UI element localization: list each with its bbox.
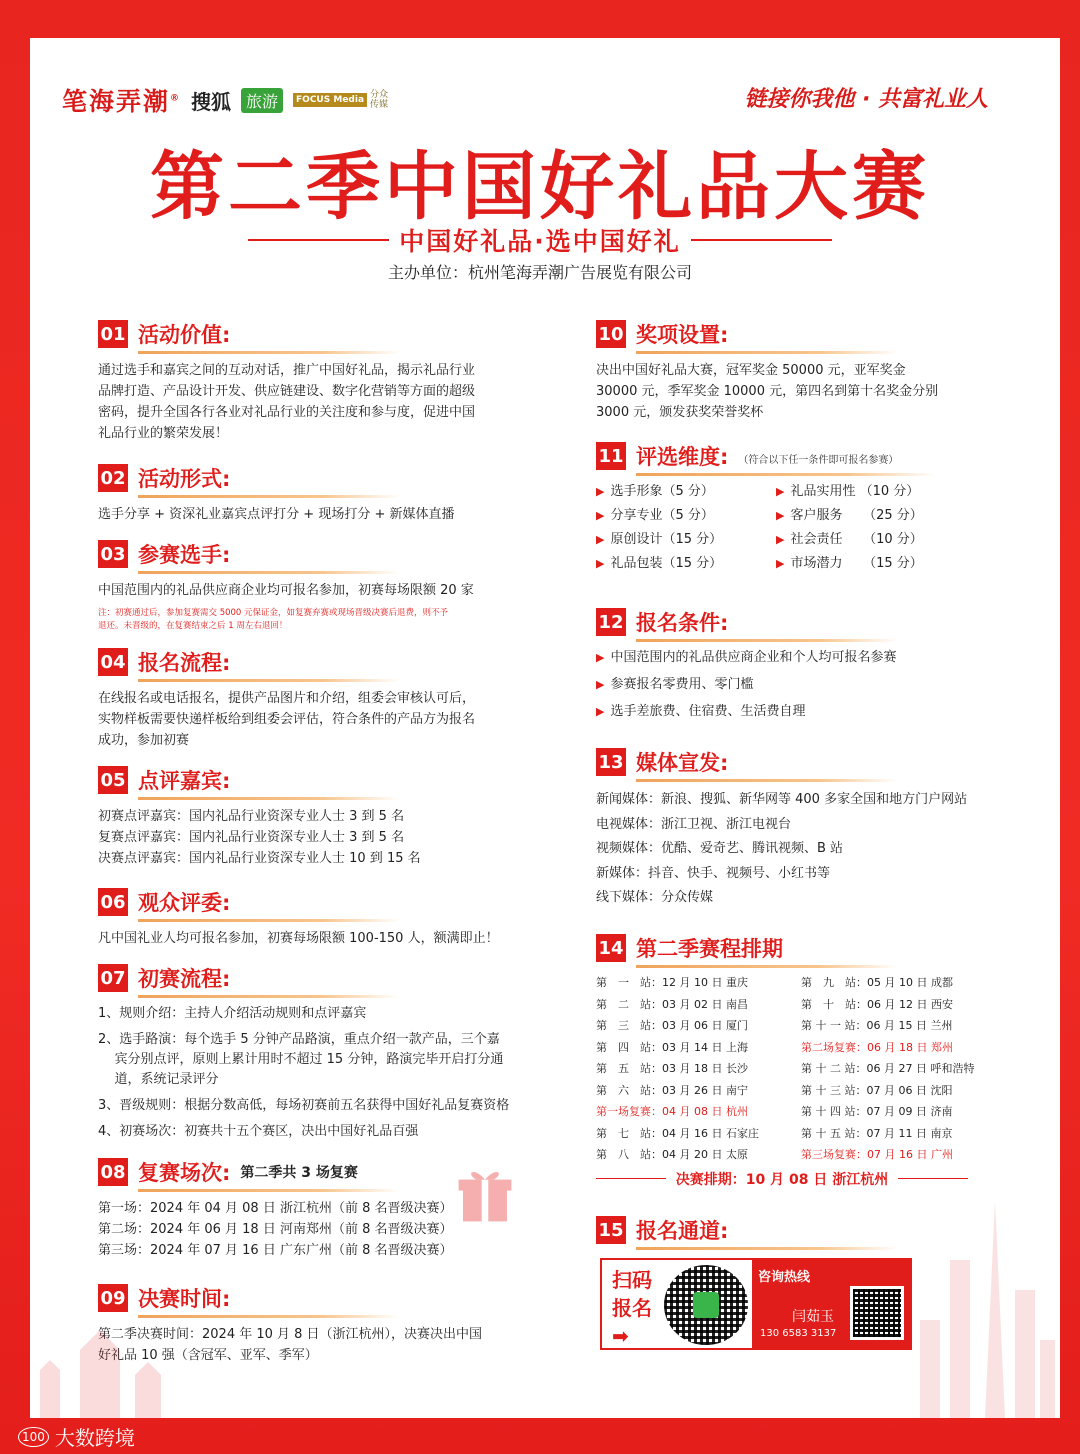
schedule-item: 第 九 站：05 月 10 日 成都 <box>801 976 953 989</box>
hotline-title: 咨询热线 <box>758 1270 811 1285</box>
section-title: 活动形式: <box>138 467 231 491</box>
schedule-item: 第 一 站：12 月 10 日 重庆 <box>596 976 748 989</box>
text-line: 复赛点评嘉宾：国内礼品行业资深专业人士 3 到 5 名 <box>98 830 405 845</box>
schedule-item: 第 五 站：03 月 18 日 长沙 <box>596 1062 748 1075</box>
text-line: 决赛点评嘉宾：国内礼品行业资深专业人士 10 到 15 名 <box>98 851 421 866</box>
section-number: 05 <box>98 766 128 794</box>
subtitle: 中国好礼品·选中国好礼 <box>399 227 681 256</box>
hotline-panel <box>752 1260 910 1348</box>
section-title: 点评嘉宾: <box>138 769 231 793</box>
text-line: 第一场：2024 年 04 月 08 日 浙江杭州（前 8 名晋级决赛） <box>98 1201 453 1216</box>
section-number: 07 <box>98 964 128 992</box>
registration-qr-code[interactable] <box>664 1265 748 1345</box>
final-date: 决赛排期：10 月 08 日 浙江杭州 <box>675 1171 889 1188</box>
section-title: 报名条件: <box>636 611 729 635</box>
text-line: 品牌打造、产品设计开发、供应链建设、数字化营销等方面的超级 <box>98 384 476 399</box>
text-line: 实物样板需要快递样板给到组委会评估，符合条件的产品方为报名 <box>98 712 476 727</box>
text-line: 电视媒体：浙江卫视、浙江电视台 <box>596 816 792 832</box>
schedule-item: 第 七 站：04 月 16 日 石家庄 <box>596 1126 759 1140</box>
final-schedule <box>596 1169 968 1189</box>
section-criteria <box>596 440 996 571</box>
section-title: 媒体宣发: <box>636 751 729 775</box>
text-line: 成功，参加初赛 <box>98 733 190 748</box>
subtitle-row <box>248 222 832 258</box>
criteria-item: ▶ 原创设计（15 分） <box>596 532 723 547</box>
wechat-icon <box>693 1292 719 1318</box>
section-value <box>98 318 538 444</box>
text-line: 第三场：2024 年 07 月 16 日 广东广州（前 8 名晋级决赛） <box>98 1243 453 1258</box>
section-title: 报名通道: <box>636 1219 729 1243</box>
contact-phone[interactable]: 130 6583 3137 <box>760 1328 837 1339</box>
text-line: 新媒体：抖音、快手、视频号、小红书等 <box>596 865 831 881</box>
section-title: 初赛流程: <box>138 967 231 991</box>
text-line: 密码，提升全国各行各业对礼品行业的关注度和参与度，促进中国 <box>98 405 476 420</box>
text-line: 2、选手路演：每个选手 5 分钟产品路演，重点介绍一款产品，三个嘉 <box>98 1032 500 1047</box>
section-process <box>98 646 538 751</box>
travel-logo: 旅游 <box>241 88 283 113</box>
section-text: 凡中国礼业人均可报名参加，初赛每场限额 100-150 人，额满即止！ <box>98 931 499 946</box>
watermark <box>18 1422 135 1451</box>
criteria-item: ▶ 分享专业（5 分） <box>596 508 714 523</box>
text-line: 道，系统记录评分 <box>98 1072 219 1087</box>
eligibility-item: ▶ 参赛报名零费用、零门槛 <box>596 677 754 692</box>
focus-media-logo: FOCUS Media 分众传媒 <box>293 90 390 110</box>
schedule-table <box>596 974 996 1165</box>
section-media <box>596 746 1016 911</box>
watermark-text: 大数跨境 <box>54 1426 135 1450</box>
schedule-item-semifinal: 第三场复赛：07 月 16 日 广州 <box>801 1148 953 1161</box>
criteria-item: ▶ 社会责任 （10 分） <box>776 532 923 547</box>
schedule-item: 第 十 一 站：06 月 15 日 兰州 <box>801 1019 953 1032</box>
section-text: 中国范围内的礼品供应商企业均可报名参加，初赛每场限额 20 家 <box>98 583 474 598</box>
section-title: 复赛场次: <box>138 1161 231 1185</box>
text-line: 在线报名或电话报名，提供产品图片和介绍，组委会审核认可后， <box>98 691 476 706</box>
section-preliminary <box>98 962 558 1142</box>
criteria-item: ▶ 礼品实用性 （10 分） <box>776 484 920 499</box>
section-number: 04 <box>98 648 128 676</box>
notice-text: 注：初赛通过后，参加复赛需交 5000 元保证金，如复赛弃赛或现场晋级决赛后退费，则不予 退还。未晋级的，在复赛结束之后 1 周左右退回！ <box>98 608 449 631</box>
section-title: 活动价值: <box>138 323 231 347</box>
section-title: 第二季赛程排期 <box>636 937 783 961</box>
section-judges <box>98 764 538 869</box>
section-number: 08 <box>98 1158 128 1186</box>
section-number: 12 <box>596 608 626 636</box>
section-awards <box>596 318 996 423</box>
schedule-item: 第 三 站：03 月 06 日 厦门 <box>596 1019 748 1032</box>
section-number: 14 <box>596 934 626 962</box>
schedule-item: 第 十 三 站：07 月 06 日 沈阳 <box>801 1083 953 1097</box>
sohu-logo: 搜狐 <box>191 89 232 114</box>
gift-box-icon <box>452 1162 518 1228</box>
contact-qr-code[interactable] <box>850 1286 904 1340</box>
section-note: 第二季共 3 场复赛 <box>240 1165 358 1181</box>
bihai-logo: 笔海弄潮® <box>62 87 182 116</box>
text-line: 初赛点评嘉宾：国内礼品行业资深专业人士 3 到 5 名 <box>98 809 405 824</box>
section-number: 10 <box>596 320 626 348</box>
criteria-item: ▶ 客户服务 （25 分） <box>776 508 923 523</box>
text-line: 第二季决赛时间：2024 年 10 月 8 日（浙江杭州），决赛决出中国 <box>98 1327 483 1342</box>
text-line: 好礼品 10 强（含冠军、亚军、季军） <box>98 1348 318 1363</box>
section-number: 03 <box>98 540 128 568</box>
text-line: 3、晋级规则：根据分数高低，每场初赛前五名获得中国好礼品复赛资格 <box>98 1098 510 1113</box>
text-line: 通过选手和嘉宾之间的互动对话，推广中国好礼品，揭示礼品行业 <box>98 363 476 378</box>
section-title: 决赛时间: <box>138 1287 231 1311</box>
schedule-item: 第 十 四 站：07 月 09 日 济南 <box>801 1105 953 1118</box>
scan-label: 扫码 报名 ➡ <box>602 1260 660 1348</box>
schedule-item-semifinal: 第一场复赛：04 月 08 日 杭州 <box>596 1105 748 1118</box>
text-line: 礼品行业的繁荣发展！ <box>98 426 229 441</box>
schedule-item-semifinal: 第二场复赛：06 月 18 日 郑州 <box>801 1040 953 1054</box>
schedule-item: 第 六 站：03 月 26 日 南宁 <box>596 1083 748 1097</box>
criteria-grid <box>596 480 996 571</box>
section-audience <box>98 886 538 949</box>
section-title: 观众评委: <box>138 891 231 915</box>
section-number: 13 <box>596 748 626 776</box>
section-number: 09 <box>98 1284 128 1312</box>
schedule-item: 第 十 站：06 月 12 日 西安 <box>801 997 953 1011</box>
text-line: 4、初赛场次：初赛共十五个赛区，决出中国好礼品百强 <box>98 1124 419 1139</box>
section-title: 参赛选手: <box>138 543 231 567</box>
contact-name: 闫茹玉 <box>792 1309 834 1325</box>
section-number: 11 <box>596 442 626 470</box>
criteria-item: ▶ 市场潜力 （15 分） <box>776 556 923 571</box>
schedule-item: 第 四 站：03 月 14 日 上海 <box>596 1040 748 1054</box>
skyline-decoration <box>910 1200 1060 1418</box>
divider <box>248 239 389 241</box>
section-contestants <box>98 538 538 633</box>
schedule-item: 第 十 五 站：07 月 11 日 南京 <box>801 1126 953 1140</box>
section-number: 01 <box>98 320 128 348</box>
section-title: 奖项设置: <box>636 323 729 347</box>
section-format <box>98 462 538 525</box>
divider <box>691 239 832 241</box>
page-title: 第二季中国好礼品大赛 <box>150 144 930 230</box>
section-number: 06 <box>98 888 128 916</box>
sponsor-logos <box>62 82 390 118</box>
registration-box <box>600 1258 912 1350</box>
text-line: 宾分别点评，原则上累计用时不超过 15 分钟，路演完毕开启打分通 <box>98 1052 504 1067</box>
section-title: 评选维度: <box>636 445 729 469</box>
eligibility-item: ▶ 选手差旅费、住宿费、生活费自理 <box>596 704 806 719</box>
section-number: 15 <box>596 1216 626 1244</box>
criteria-item: ▶ 礼品包装（15 分） <box>596 556 723 571</box>
slogan: 链接你我他 · 共富礼业人 <box>744 87 988 112</box>
text-line: 决出中国好礼品大赛，冠军奖金 50000 元，亚军奖金 <box>596 363 906 378</box>
section-number: 02 <box>98 464 128 492</box>
text-line: 线下媒体：分众传媒 <box>596 890 714 905</box>
criteria-item: ▶ 选手形象（5 分） <box>596 484 714 499</box>
text-line: 3000 元，颁发获奖荣誉奖杯 <box>596 405 764 420</box>
schedule-item: 第 二 站：03 月 02 日 南昌 <box>596 997 748 1011</box>
text-line: 新闻媒体：新浪、搜狐、新华网等 400 多家全国和地方门户网站 <box>596 792 968 807</box>
section-eligibility <box>596 606 996 725</box>
section-schedule <box>596 932 996 1189</box>
text-line: 第二场：2024 年 06 月 18 日 河南郑州（前 8 名晋级决赛） <box>98 1222 453 1237</box>
schedule-item: 第 八 站：04 月 20 日 太原 <box>596 1148 748 1161</box>
section-note: （符合以下任一条件即可报名参赛） <box>738 454 899 466</box>
organizer: 主办单位：杭州笔海弄潮广告展览有限公司 <box>387 263 692 282</box>
section-title: 报名流程: <box>138 651 231 675</box>
text-line: 1、规则介绍：主持人介绍活动规则和点评嘉宾 <box>98 1006 367 1021</box>
text-line: 30000 元，季军奖金 10000 元，第四名到第十名奖金分别 <box>596 384 939 399</box>
eligibility-item: ▶ 中国范围内的礼品供应商企业和个人均可报名参赛 <box>596 650 897 665</box>
section-text: 选手分享 + 资深礼业嘉宾点评打分 + 现场打分 + 新媒体直播 <box>98 507 455 522</box>
schedule-item: 第 十 二 站：06 月 27 日 呼和浩特 <box>801 1062 975 1075</box>
arrow-right-icon: ➡ <box>612 1324 629 1348</box>
watermark-logo-icon: 100 <box>18 1427 49 1447</box>
text-line: 视频媒体：优酷、爱奇艺、腾讯视频、B 站 <box>596 841 844 856</box>
pagoda-decoration <box>30 1330 170 1418</box>
